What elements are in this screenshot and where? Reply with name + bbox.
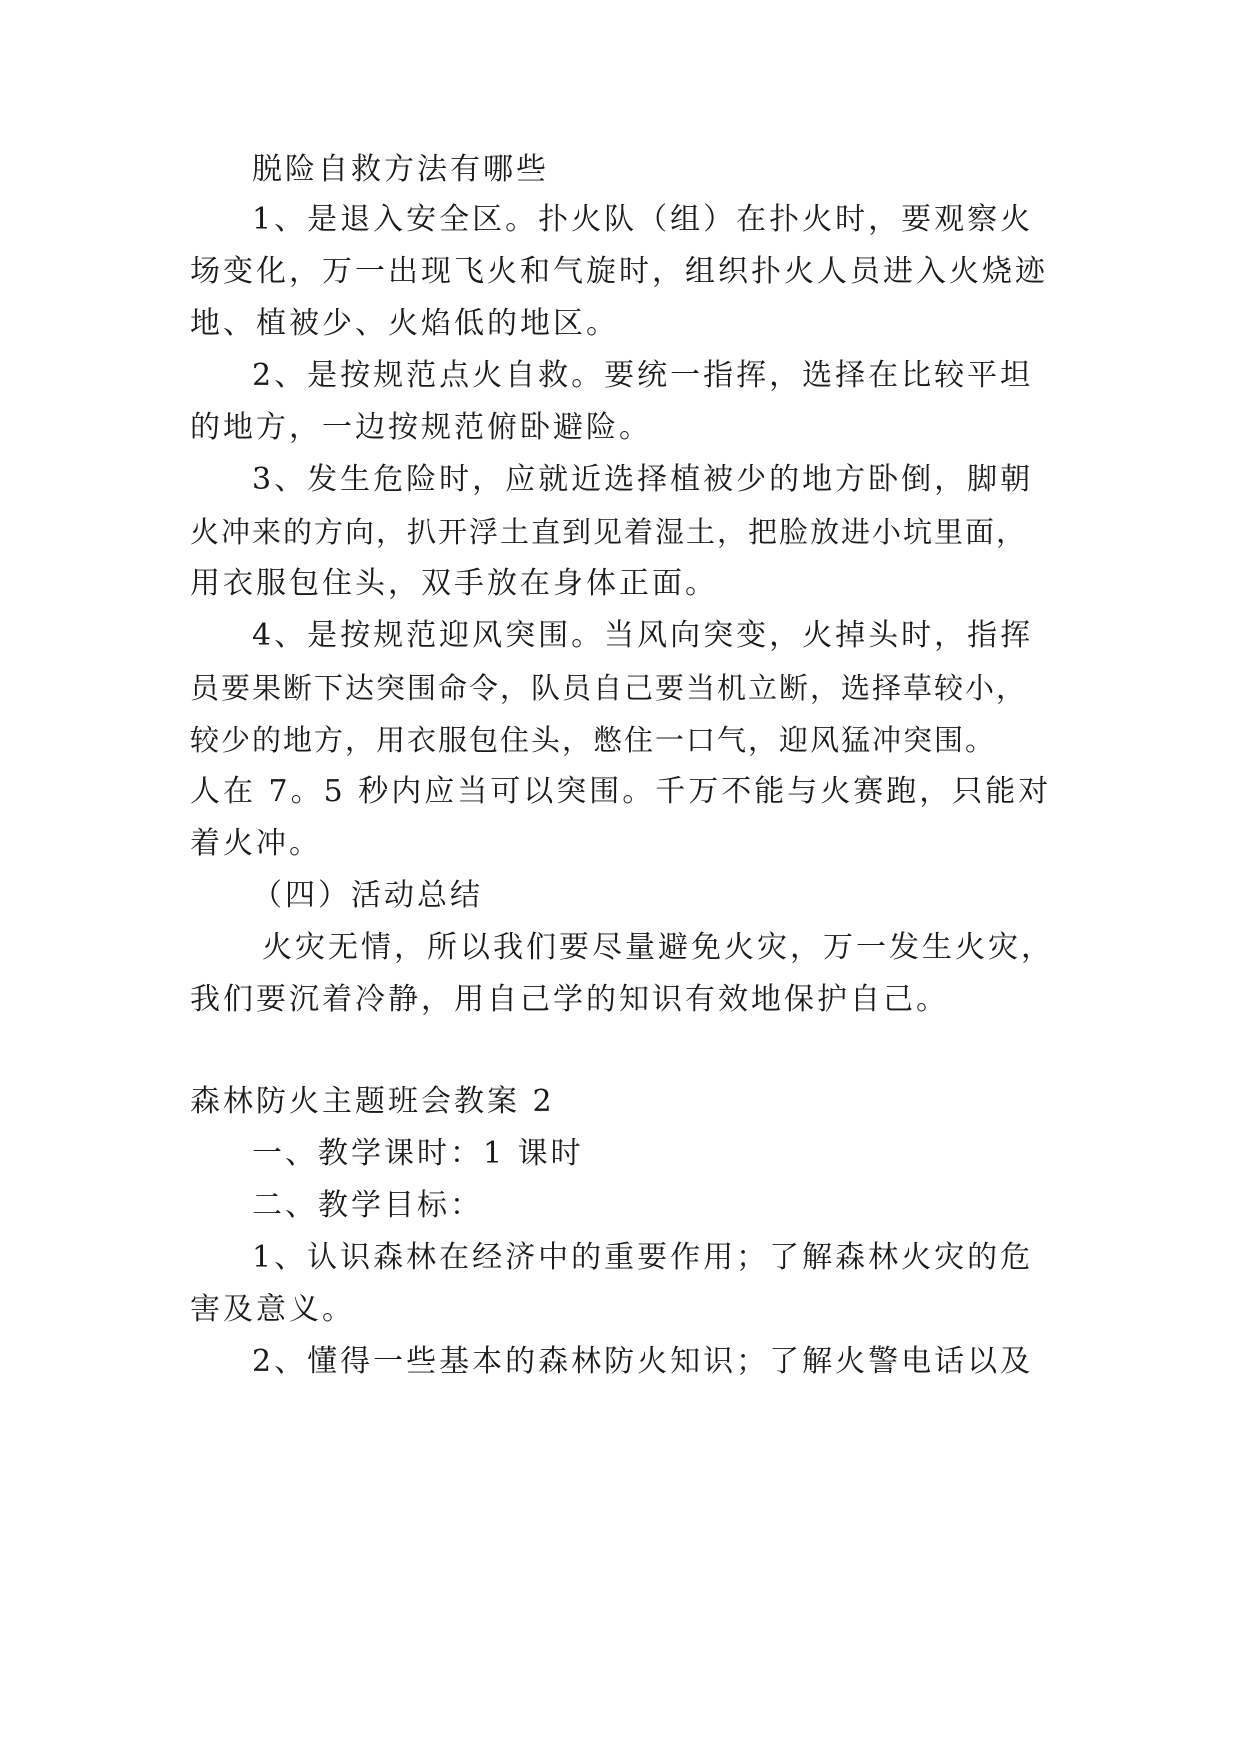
section-heading-escape: 脱险自救方法有哪些: [252, 152, 549, 187]
paragraph-line: 害及意义。: [190, 1292, 355, 1327]
paragraph-line: 较少的地方，用衣服包住头，憋住一口气，迎风猛冲突围。: [190, 723, 997, 757]
paragraph-line: 1、是退入安全区。扑火队（组）在扑火时，要观察火: [252, 202, 1034, 237]
document-title-2: 森林防火主题班会教案 2: [190, 1084, 555, 1119]
paragraph-line: 二、教学目标：: [252, 1188, 483, 1223]
paragraph-line: 一、教学课时：1 课时: [252, 1136, 584, 1171]
paragraph-line: 员要果断下达突围命令，队员自己要当机立断，选择草较小，: [190, 671, 1028, 705]
paragraph-line: 1、认识森林在经济中的重要作用；了解森林火灾的危: [252, 1240, 1034, 1275]
paragraph-line: 地、植被少、火焰低的地区。: [190, 306, 619, 341]
paragraph-line: 我们要沉着冷静，用自己学的知识有效地保护自己。: [190, 982, 949, 1017]
paragraph-line: 4、是按规范迎风突围。当风向突变，火掉头时，指挥: [252, 618, 1034, 653]
paragraph-line: 3、发生危险时，应就近选择植被少的地方卧倒，脚朝: [252, 462, 1034, 497]
paragraph-line: 场变化，万一出现飞火和气旋时，组织扑火人员进入火烧迹: [190, 254, 1048, 289]
paragraph-line: 2、懂得一些基本的森林防火知识；了解火警电话以及: [252, 1344, 1034, 1379]
paragraph-line: 用衣服包住头，双手放在身体正面。: [190, 566, 718, 601]
paragraph-line: 2、是按规范点火自救。要统一指挥，选择在比较平坦: [252, 358, 1034, 393]
section-heading-summary: （四）活动总结: [252, 878, 483, 913]
paragraph-line: 火灾无情，所以我们要尽量避免火灾，万一发生火灾，: [262, 930, 1054, 965]
paragraph-line: 的地方，一边按规范俯卧避险。: [190, 410, 652, 445]
paragraph-line: 火冲来的方向，扒开浮土直到见着湿土，把脸放进小坑里面，: [190, 515, 1028, 549]
paragraph-line: 人在 7。5 秒内应当可以突围。千万不能与火赛跑，只能对: [190, 774, 1052, 809]
paragraph-line: 着火冲。: [190, 826, 322, 861]
